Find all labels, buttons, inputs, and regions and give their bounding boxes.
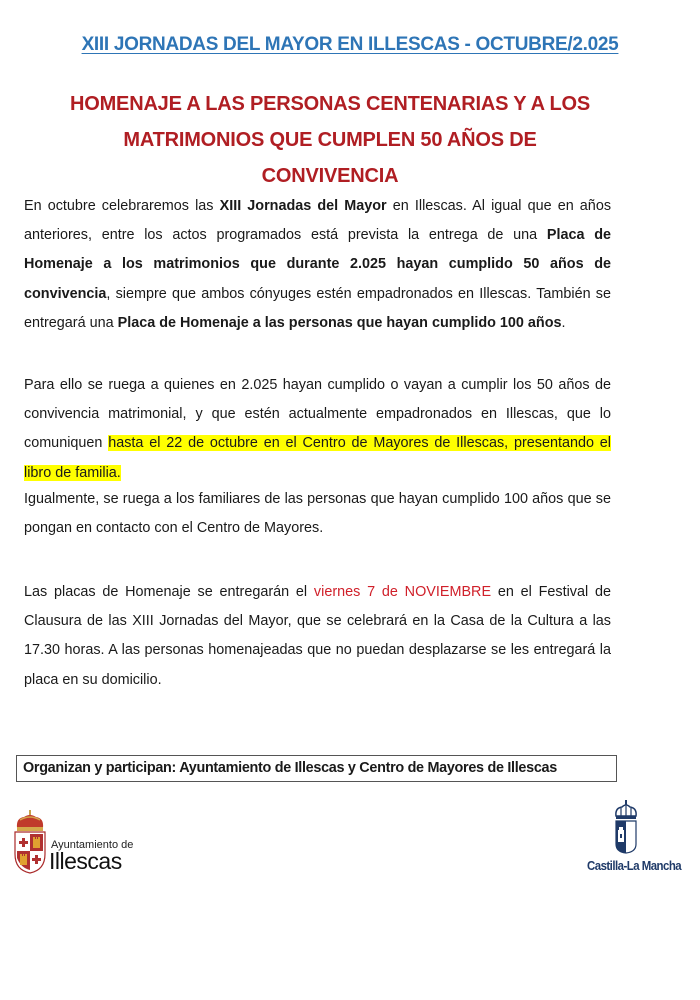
illescas-coat-of-arms-icon	[12, 810, 48, 874]
bold-text: XIII Jornadas del Mayor	[219, 198, 387, 214]
document-subtitle	[20, 86, 640, 194]
paragraph-ceremony	[24, 578, 611, 695]
paragraph-request	[24, 371, 611, 488]
bold-text: Placa de Homenaje a las personas que hayan cumplido 100 años	[117, 314, 562, 331]
castilla-la-mancha-logo	[585, 800, 695, 880]
text: en Illescas. Al igual que en años anteriores, entre los actos programados está prevista la entrega de una	[24, 198, 612, 244]
text: , siempre que ambos cónyuges estén empadronados en Illescas. También se entregará una	[24, 285, 611, 331]
text: .	[561, 314, 566, 331]
organizers-box: Organizan y participan: Ayuntamiento de Illescas y Centro de Mayores de Illescas	[16, 755, 617, 782]
paragraph-centenarians: Igualmente, se ruega a los familiares de las personas que hayan cumplido 100 años que se pongan en contacto con el Centro de Mayores.	[24, 491, 611, 537]
text: En octubre celebraremos las	[24, 198, 220, 214]
logo-line2: Illescas	[49, 848, 122, 874]
subtitle-line: CONVIVENCIA	[261, 165, 399, 187]
subtitle-line: MATRIMONIOS QUE CUMPLEN 50 AÑOS DE	[123, 129, 537, 151]
subtitle-line: HOMENAJE A LAS PERSONAS CENTENARIAS Y A LOS	[70, 93, 590, 115]
ayuntamiento-illescas-logo	[12, 810, 137, 876]
highlighted-deadline: hasta el 22 de octubre en el Centro de Mayores de Illescas, presentando el libro de familia.	[24, 435, 611, 481]
document-title: XIII JORNADAS DEL MAYOR EN ILLESCAS - OCTUBRE/2.025	[81, 34, 619, 55]
text: Las placas de Homenaje se entregarán el	[24, 584, 314, 600]
logo-name: Castilla-La Mancha	[587, 858, 682, 873]
castilla-la-mancha-coat-of-arms-icon	[613, 800, 639, 854]
text: Para ello se ruega a quienes en 2.025 hayan cumplido o vayan a cumplir los 50 años de convivencia matrimonial, y que estén actualmente empadronados en Illescas, que lo comuniquen	[24, 377, 611, 452]
logo-line1: Ayuntamiento de	[51, 839, 134, 851]
bold-text: Placa de Homenaje a los matrimonios que durante 2.025 hayan cumplido 50 años de convivencia	[24, 227, 611, 302]
text: en el Festival de Clausura de las XIII Jornadas del Mayor, que se celebrará en la Casa de la Cultura a las 17.30 horas. A las personas homenajeadas que no puedan desplazarse se les entregará la placa en su domicilio.	[24, 584, 611, 688]
ceremony-date: viernes 7 de NOVIEMBRE	[313, 584, 492, 600]
paragraph-intro	[24, 192, 611, 338]
